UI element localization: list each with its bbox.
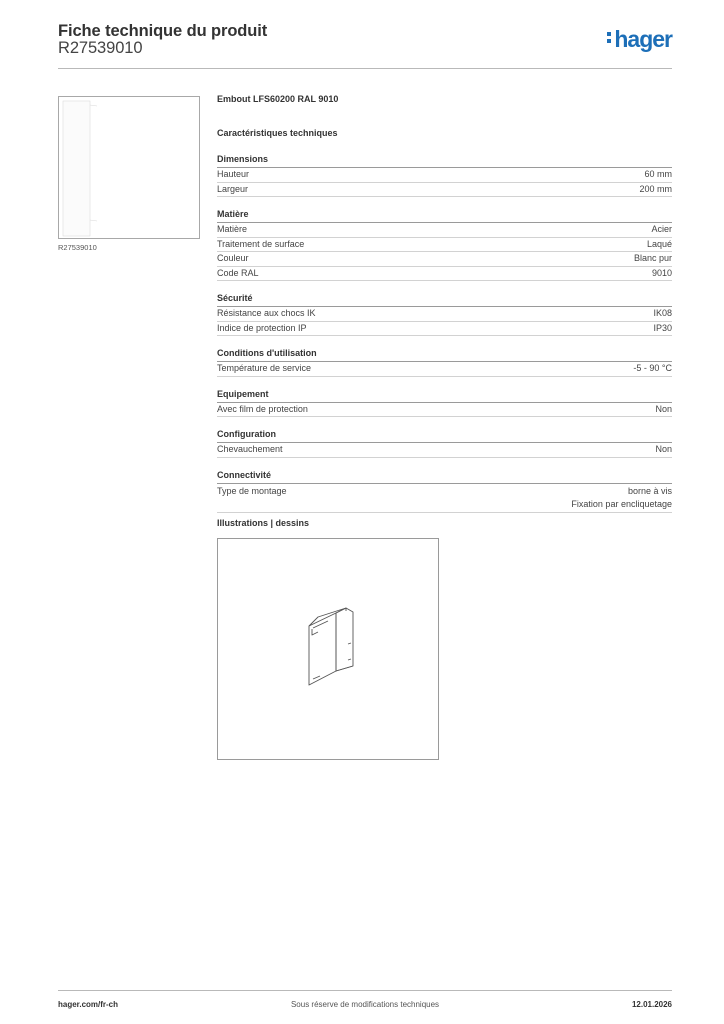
spec-value: Laqué — [646, 238, 672, 249]
product-name: Embout LFS60200 RAL 9010 — [217, 94, 339, 104]
page-header — [58, 20, 672, 69]
logo-dots-icon — [607, 29, 613, 46]
group-connectivity — [217, 470, 672, 513]
illustration-frame — [217, 538, 439, 760]
spec-label: Température de service — [217, 363, 312, 373]
spec-label: Code RAL — [217, 267, 259, 278]
spec-label: Couleur — [217, 253, 249, 263]
illustrations-title: Illustrations | dessins — [217, 518, 310, 528]
spec-label: Matière — [217, 224, 248, 234]
spec-label: Indice de protection IP — [217, 322, 307, 333]
thumbnail-label: R27539010 — [58, 243, 97, 252]
spec-row — [217, 362, 672, 377]
group-title: Connectivité — [217, 470, 672, 484]
spec-value: Non — [655, 403, 672, 414]
spec-label: Chevauchement — [217, 444, 283, 454]
group-configuration — [217, 429, 672, 458]
product-reference: R27539010 — [58, 39, 143, 57]
spec-label: Avec film de protection — [217, 403, 308, 414]
spec-value: Acier — [651, 224, 672, 234]
page-title: Fiche technique du produit — [58, 22, 268, 40]
group-security — [217, 293, 672, 336]
spec-value-line: Fixation par encliquetage — [571, 498, 672, 509]
spec-row — [217, 267, 672, 282]
spec-row — [217, 183, 672, 198]
spec-label: Largeur — [217, 183, 249, 194]
spec-label: Traitement de surface — [217, 238, 305, 249]
spec-label: Type de montage — [217, 485, 287, 496]
end-cap-thumbnail-icon — [59, 97, 199, 238]
spec-row — [217, 168, 672, 183]
spec-label: Résistance aux chocs IK — [217, 308, 316, 318]
spec-value: Blanc pur — [633, 253, 672, 263]
spec-value: IK08 — [653, 308, 672, 318]
footer-notice: Sous réserve de modifications techniques — [290, 1000, 440, 1009]
group-title: Conditions d'utilisation — [217, 348, 672, 362]
group-title: Configuration — [217, 429, 672, 443]
footer-website: hager.com/fr-ch — [58, 1000, 119, 1009]
spec-row — [217, 403, 672, 418]
group-title: Sécurité — [217, 293, 672, 307]
spec-row — [217, 307, 672, 322]
spec-row — [217, 252, 672, 267]
group-conditions — [217, 348, 672, 377]
spec-value: IP30 — [653, 322, 672, 333]
group-material — [217, 209, 672, 281]
footer-date: 12.01.2026 — [631, 1000, 672, 1009]
spec-value: 60 mm — [644, 169, 672, 179]
group-title: Matière — [217, 209, 672, 223]
spec-heading: Caractéristiques techniques — [217, 128, 338, 138]
group-title: Dimensions — [217, 154, 672, 168]
hager-logo: hager — [607, 26, 672, 53]
spec-value — [571, 485, 672, 511]
spec-value-line: borne à vis — [627, 485, 672, 496]
spec-row — [217, 238, 672, 253]
spec-label: Hauteur — [217, 169, 250, 179]
spec-value: 9010 — [651, 267, 672, 278]
group-dimensions — [217, 154, 672, 197]
spec-row — [217, 223, 672, 238]
group-title: Equipement — [217, 389, 672, 403]
spec-row — [217, 322, 672, 337]
end-cap-drawing-icon — [218, 539, 438, 759]
spec-row — [217, 443, 672, 458]
page-footer — [58, 990, 672, 1015]
group-equipment — [217, 389, 672, 418]
spec-section — [217, 94, 672, 513]
spec-value: 200 mm — [639, 183, 672, 194]
spec-value: Non — [655, 444, 672, 454]
spec-value: -5 - 90 °C — [633, 363, 672, 373]
product-thumbnail — [58, 96, 200, 239]
spec-row — [217, 484, 672, 513]
